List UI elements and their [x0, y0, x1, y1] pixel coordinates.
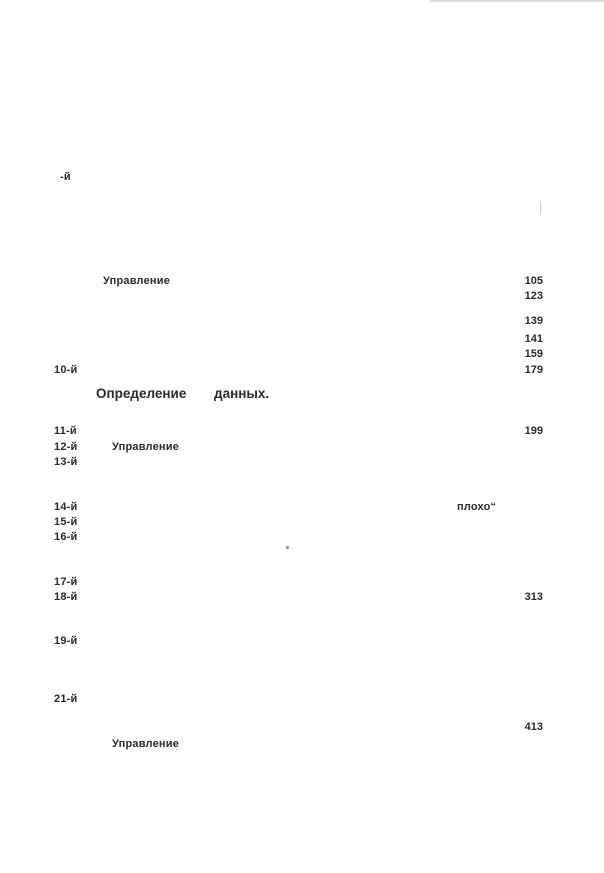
- page-number: 123: [524, 290, 543, 302]
- scan-artifact-top: [430, 0, 604, 2]
- chapter-label-14: 14-й: [54, 501, 78, 513]
- chapter-label-11: 11-й: [54, 425, 77, 437]
- chapter-label-19: 19-й: [54, 635, 78, 647]
- section-heading-opredelenie: Определение: [96, 386, 187, 401]
- chapter-label-21: 21-й: [54, 693, 78, 705]
- entry-title-plokho: плохо“: [457, 501, 497, 513]
- chapter-label-top: -й: [60, 171, 71, 183]
- entry-title-upravlenie: Управление: [112, 738, 180, 750]
- page-number: 141: [524, 333, 543, 345]
- scan-artifact-right: [540, 202, 541, 214]
- chapter-label-16: 16-й: [54, 531, 78, 543]
- section-heading-dannykh: данных.: [214, 386, 270, 401]
- chapter-label-17: 17-й: [54, 576, 78, 588]
- scan-speck: [286, 546, 289, 549]
- page-number: 413: [524, 721, 543, 733]
- entry-title-upravlenie: Управление: [112, 441, 180, 453]
- page-number: 105: [524, 275, 543, 287]
- page-number: 313: [524, 591, 543, 603]
- chapter-label-15: 15-й: [54, 516, 78, 528]
- chapter-label-10: 10-й: [54, 364, 78, 376]
- page-number: 139: [524, 315, 543, 327]
- entry-title-upravlenie: Управление: [103, 275, 171, 287]
- page-number: 199: [524, 425, 543, 437]
- page-number: 159: [524, 348, 543, 360]
- chapter-label-18: 18-й: [54, 591, 78, 603]
- page-number: 179: [524, 364, 543, 376]
- chapter-label-13: 13-й: [54, 456, 78, 468]
- chapter-label-12: 12-й: [54, 441, 78, 453]
